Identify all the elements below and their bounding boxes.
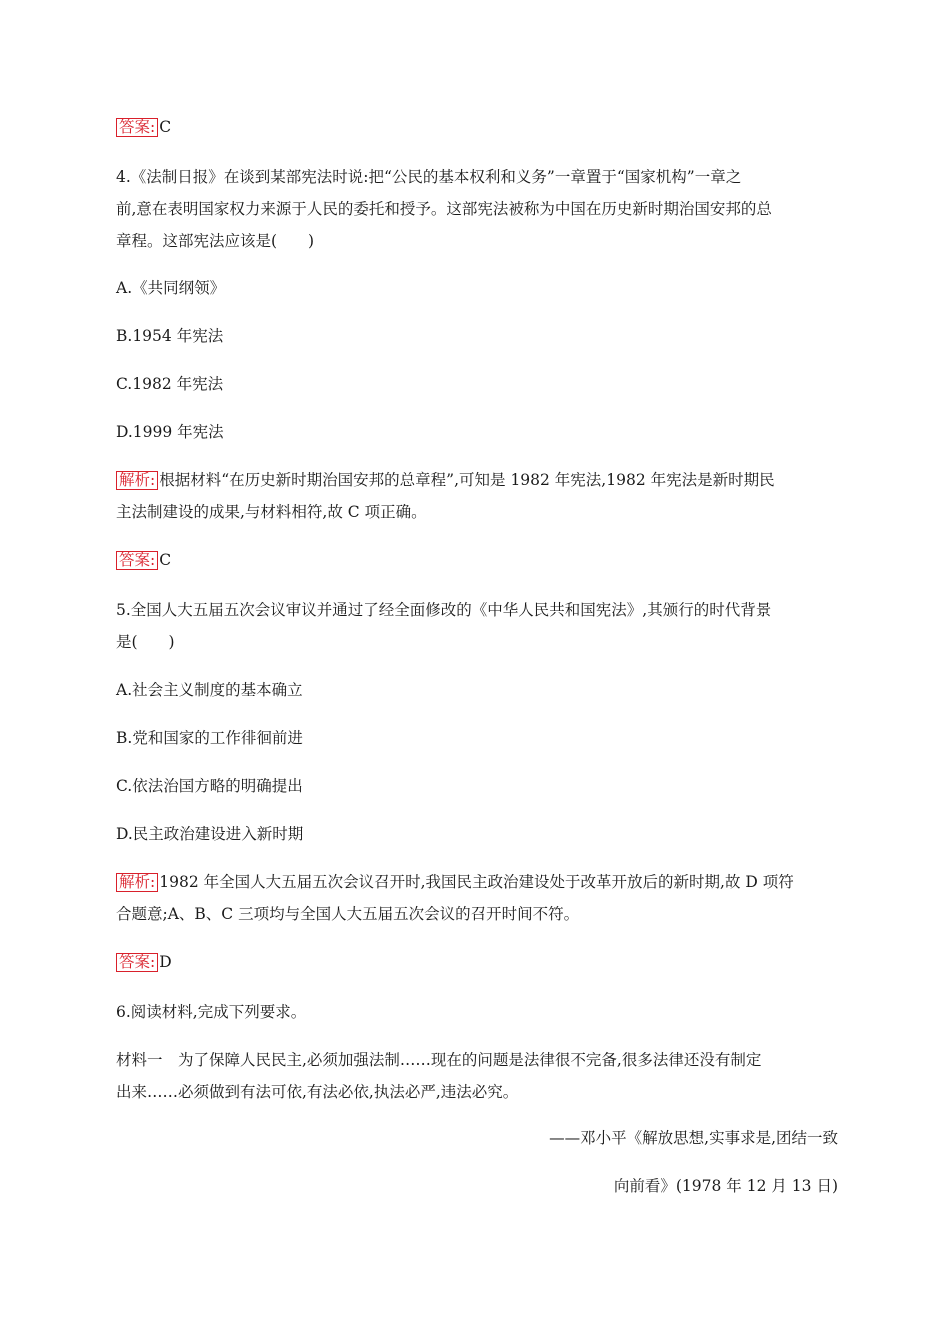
q5-analysis-line-2: 合题意;A、B、C 三项均与全国人大五届五次会议的召开时间不符。 [116, 905, 580, 923]
q5-analysis-line-1 [116, 872, 838, 892]
q4-option-d: D.1999 年宪法 [116, 423, 224, 441]
answer-line-1 [116, 117, 838, 137]
q4-analysis-line-1 [116, 470, 838, 490]
answer-value: C [159, 118, 172, 136]
answer-tag: 答案: [116, 551, 158, 570]
q5-option-c: C.依法治国方略的明确提出 [116, 777, 303, 795]
analysis-tag: 解析: [116, 873, 158, 892]
q5-stem-line-1: 5.全国人大五届五次会议审议并通过了经全面修改的《中华人民共和国宪法》,其颁行的时代背景 [116, 601, 772, 619]
answer-tag: 答案: [116, 118, 158, 137]
q4-analysis-line-2: 主法制建设的成果,与材料相符,故 C 项正确。 [116, 503, 427, 521]
q4-option-c: C.1982 年宪法 [116, 375, 224, 393]
answer-value: D [159, 953, 172, 971]
analysis-text: 根据材料“在历史新时期治国安邦的总章程”,可知是 1982 年宪法,1982 年宪法是新时期民 [159, 471, 775, 489]
q6-stem: 6.阅读材料,完成下列要求。 [116, 1003, 307, 1021]
q5-answer-line [116, 952, 838, 972]
analysis-tag: 解析: [116, 471, 158, 490]
q6-material-line-1: 材料一 为了保障人民民主,必须加强法制……现在的问题是法律很不完备,很多法律还没有制定 [116, 1051, 762, 1069]
q5-option-d: D.民主政治建设进入新时期 [116, 825, 304, 843]
q6-source-line-2: 向前看》(1978 年 12 月 13 日) [613, 1177, 838, 1195]
answer-value: C [159, 551, 172, 569]
q4-answer-line [116, 550, 838, 570]
q4-stem-line-3: 章程。这部宪法应该是( ) [116, 232, 315, 250]
q5-option-b: B.党和国家的工作徘徊前进 [116, 729, 303, 747]
q4-option-b: B.1954 年宪法 [116, 327, 224, 345]
q5-stem-line-2: 是( ) [116, 633, 175, 651]
analysis-text: 1982 年全国人大五届五次会议召开时,我国民主政治建设处于改革开放后的新时期,故 D 项符 [159, 873, 794, 891]
answer-tag: 答案: [116, 953, 158, 972]
q4-option-a: A.《共同纲领》 [116, 279, 226, 297]
q4-stem-line-2: 前,意在表明国家权力来源于人民的委托和授予。这部宪法被称为中国在历史新时期治国安邦的总 [116, 200, 772, 218]
q4-stem-line-1: 4.《法制日报》在谈到某部宪法时说:把“公民的基本权利和义务”一章置于“国家机构”一章之 [116, 168, 742, 186]
q5-option-a: A.社会主义制度的基本确立 [116, 681, 303, 699]
q6-source-line-1: ——邓小平《解放思想,实事求是,团结一致 [549, 1129, 838, 1147]
q6-material-line-2: 出来……必须做到有法可依,有法必依,执法必严,违法必究。 [116, 1083, 519, 1101]
